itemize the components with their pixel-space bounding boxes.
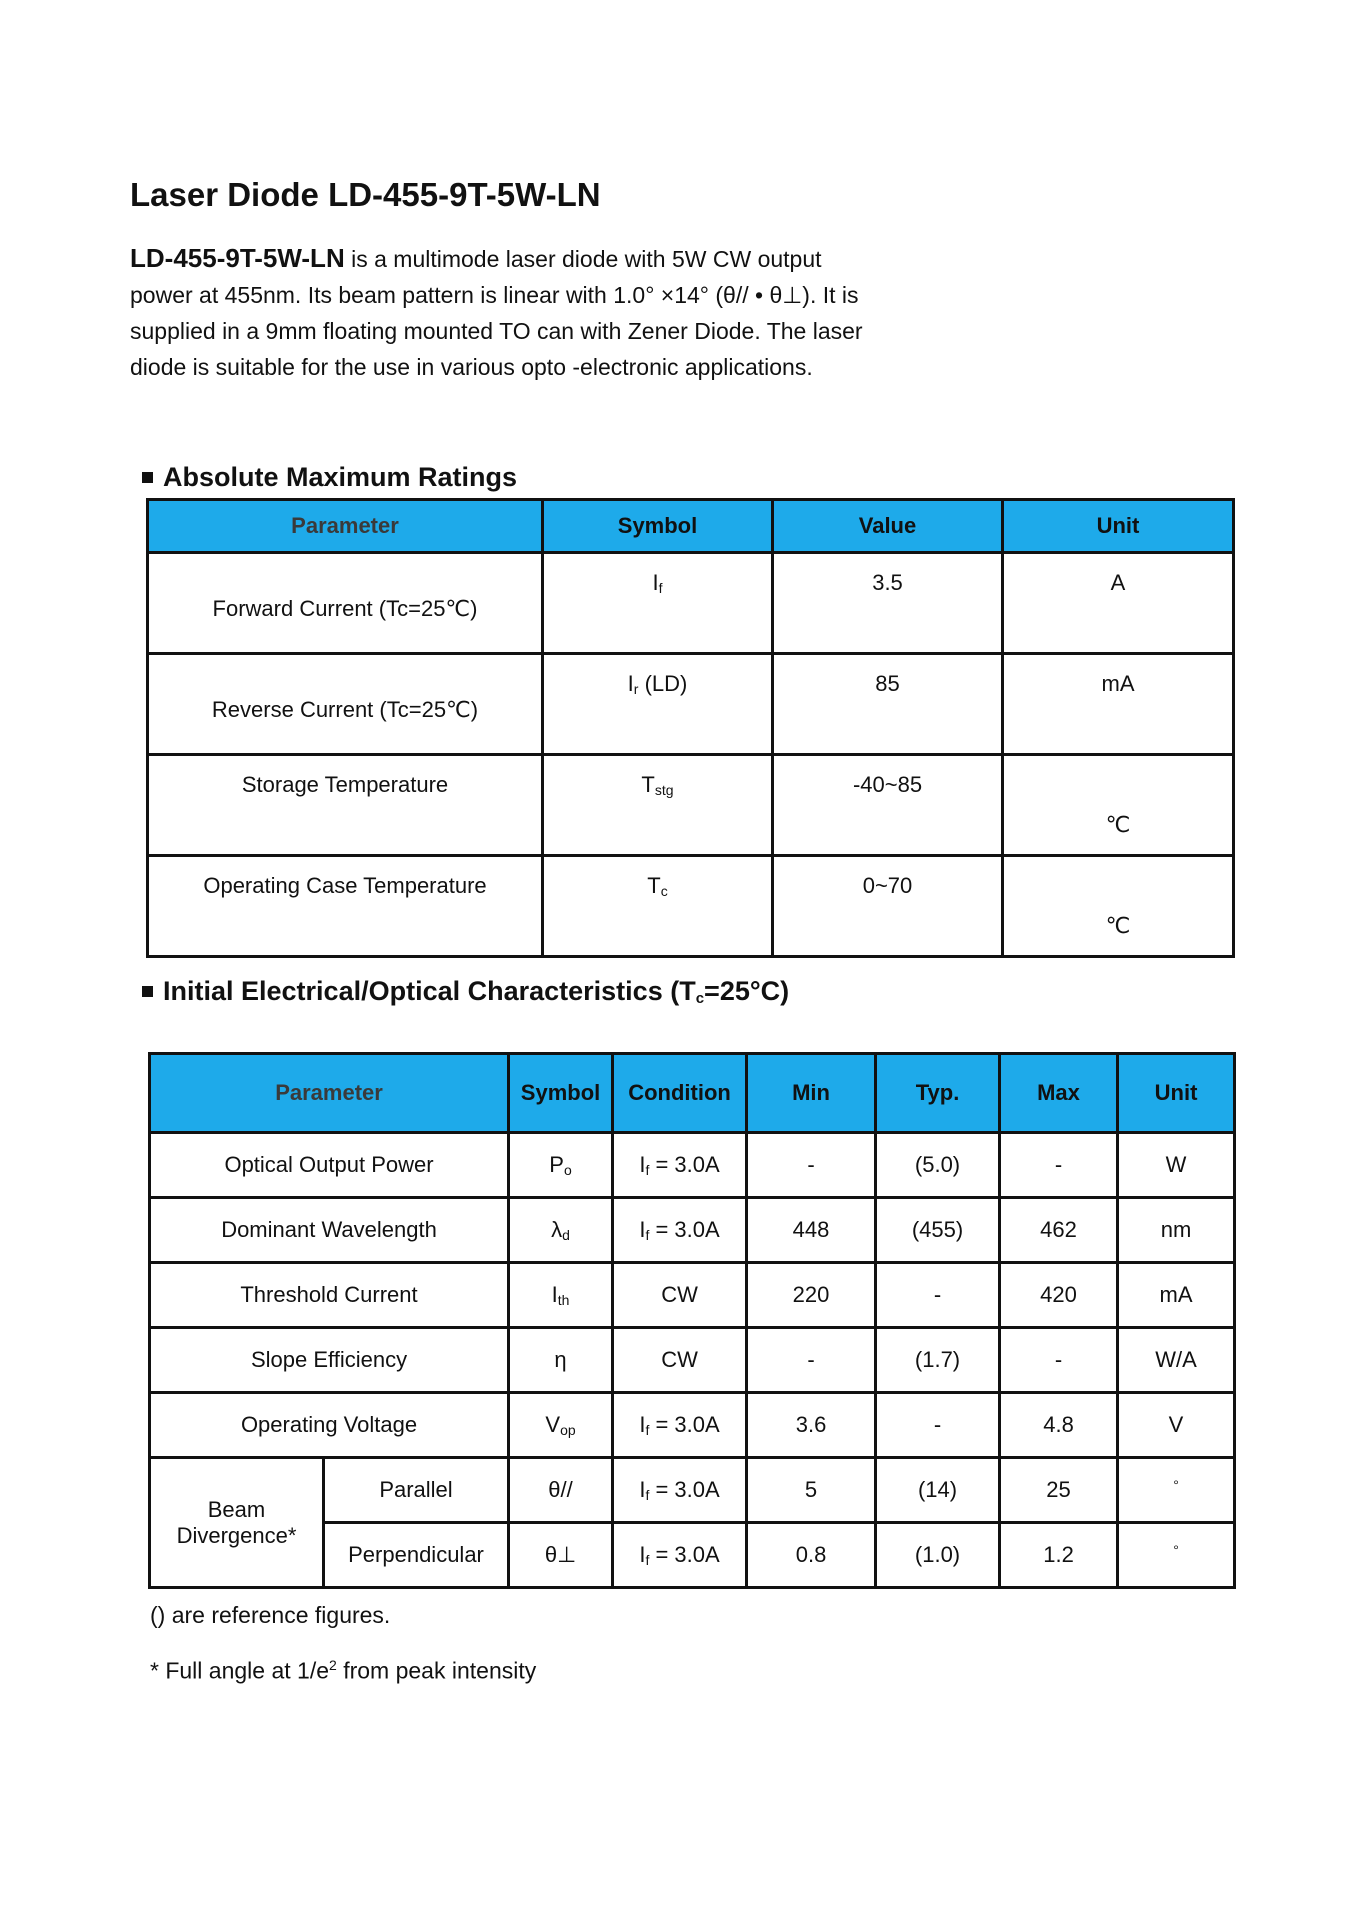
cell-parameter: Operating Voltage — [150, 1393, 509, 1458]
cell-typ: (455) — [876, 1198, 1000, 1263]
cell-max: 420 — [1000, 1263, 1118, 1328]
cell-unit: ℃ — [1003, 755, 1234, 856]
cell-unit: ° — [1118, 1523, 1235, 1588]
characteristics-table — [148, 1052, 1236, 1589]
cell-typ: (1.7) — [876, 1328, 1000, 1393]
intro-model: LD-455-9T-5W-LN — [130, 243, 345, 273]
table-row — [148, 553, 1234, 654]
cell-symbol: $I_r$ (LD) — [543, 654, 773, 755]
cell-max: 25 — [1000, 1458, 1118, 1523]
cell-unit: V — [1118, 1393, 1235, 1458]
cell-symbol: $T_{stg}$ — [543, 755, 773, 856]
table-row — [150, 1133, 1235, 1198]
cell-condition: CW — [613, 1263, 747, 1328]
cell-max: - — [1000, 1133, 1118, 1198]
header-parameter: Parameter — [148, 500, 543, 553]
cell-parameter: Forward Current (Tc=25℃) — [148, 553, 543, 654]
cell-min: - — [747, 1133, 876, 1198]
header-unit: Unit — [1003, 500, 1234, 553]
cell-perpendicular: Perpendicular — [324, 1523, 509, 1588]
cell-min: 220 — [747, 1263, 876, 1328]
cell-typ: (5.0) — [876, 1133, 1000, 1198]
cell-min: - — [747, 1328, 876, 1393]
table-row — [150, 1458, 1235, 1523]
header-value: Value — [773, 500, 1003, 553]
cell-max: 462 — [1000, 1198, 1118, 1263]
cell-parameter: Operating Case Temperature — [148, 856, 543, 957]
header-min: Min — [747, 1054, 876, 1133]
cell-unit: ℃ — [1003, 856, 1234, 957]
header-max: Max — [1000, 1054, 1118, 1133]
cell-value: -40~85 — [773, 755, 1003, 856]
cell-parameter: Dominant Wavelength — [150, 1198, 509, 1263]
header-unit: Unit — [1118, 1054, 1235, 1133]
table-row — [150, 1198, 1235, 1263]
cell-max: 1.2 — [1000, 1523, 1118, 1588]
cell-symbol: θ⊥ — [509, 1523, 613, 1588]
cell-min: 0.8 — [747, 1523, 876, 1588]
cell-parameter: Storage Temperature — [148, 755, 543, 856]
cell-beam-divergence: Beam Divergence* — [150, 1458, 324, 1588]
table-header-row — [148, 500, 1234, 553]
cell-symbol: $V_{op}$ — [509, 1393, 613, 1458]
cell-condition: $I_f = 3.0A$ — [613, 1458, 747, 1523]
cell-max: 4.8 — [1000, 1393, 1118, 1458]
intro-paragraph — [130, 240, 870, 385]
bullet-square-icon — [142, 986, 153, 997]
cell-unit: ° — [1118, 1458, 1235, 1523]
cell-symbol: $T_c$ — [543, 856, 773, 957]
table-row — [148, 856, 1234, 957]
cell-unit: A — [1003, 553, 1234, 654]
cell-unit: W — [1118, 1133, 1235, 1198]
cell-unit: nm — [1118, 1198, 1235, 1263]
page-title: Laser Diode LD-455-9T-5W-LN — [130, 176, 601, 213]
cell-typ: (14) — [876, 1458, 1000, 1523]
header-parameter: Parameter — [150, 1054, 509, 1133]
section-title-characteristics: Initial Electrical/Optical Characteristics $(T_c=25^\circ C)$ — [142, 976, 789, 1007]
cell-min: 3.6 — [747, 1393, 876, 1458]
table-header-row — [150, 1054, 1235, 1133]
bullet-square-icon — [142, 472, 153, 483]
table-row — [150, 1393, 1235, 1458]
cell-parameter: Threshold Current — [150, 1263, 509, 1328]
cell-condition: CW — [613, 1328, 747, 1393]
cell-parallel: Parallel — [324, 1458, 509, 1523]
cell-parameter: Reverse Current (Tc=25℃) — [148, 654, 543, 755]
table-row — [150, 1328, 1235, 1393]
table-row — [148, 755, 1234, 856]
cell-symbol: θ// — [509, 1458, 613, 1523]
cell-min: 5 — [747, 1458, 876, 1523]
cell-value: 85 — [773, 654, 1003, 755]
cell-symbol: $P_o$ — [509, 1133, 613, 1198]
section-title-text: Absolute Maximum Ratings — [163, 462, 518, 492]
cell-unit: W/A — [1118, 1328, 1235, 1393]
cell-symbol: $I_f$ — [543, 553, 773, 654]
cell-condition: $I_f = 3.0A$ — [613, 1393, 747, 1458]
header-symbol: Symbol — [543, 500, 773, 553]
section-title-absolute-max — [142, 462, 517, 493]
cell-typ: - — [876, 1393, 1000, 1458]
header-condition: Condition — [613, 1054, 747, 1133]
cell-value: 0~70 — [773, 856, 1003, 957]
cell-max: - — [1000, 1328, 1118, 1393]
cell-symbol: $I_{th}$ — [509, 1263, 613, 1328]
cell-parameter: Optical Output Power — [150, 1133, 509, 1198]
header-typ: Typ. — [876, 1054, 1000, 1133]
table-row — [150, 1263, 1235, 1328]
cell-parameter: Slope Efficiency — [150, 1328, 509, 1393]
cell-condition: $I_f = 3.0A$ — [613, 1523, 747, 1588]
cell-symbol: $\lambda_d$ — [509, 1198, 613, 1263]
note-reference: () are reference figures. — [150, 1602, 391, 1628]
cell-typ: (1.0) — [876, 1523, 1000, 1588]
cell-typ: - — [876, 1263, 1000, 1328]
note-full-angle: * Full angle at $1/e^2$ from peak intensity — [150, 1657, 537, 1684]
cell-unit: mA — [1118, 1263, 1235, 1328]
cell-condition: $I_f = 3.0A$ — [613, 1133, 747, 1198]
intro-text: is a multimode laser diode with 5W CW output power at 455nm. Its beam pattern is linear with 1.0° ×14° (θ// • θ⊥). It is supplied in a 9mm floating mounted TO can with Zener Diode. The laser diode is suitable for the use in various opto -electronic applications. — [130, 246, 863, 380]
header-symbol: Symbol — [509, 1054, 613, 1133]
cell-value: 3.5 — [773, 553, 1003, 654]
cell-unit: mA — [1003, 654, 1234, 755]
cell-condition: $I_f = 3.0A$ — [613, 1198, 747, 1263]
cell-symbol: η — [509, 1328, 613, 1393]
cell-min: 448 — [747, 1198, 876, 1263]
absolute-max-ratings-table — [146, 498, 1235, 958]
table-row — [148, 654, 1234, 755]
